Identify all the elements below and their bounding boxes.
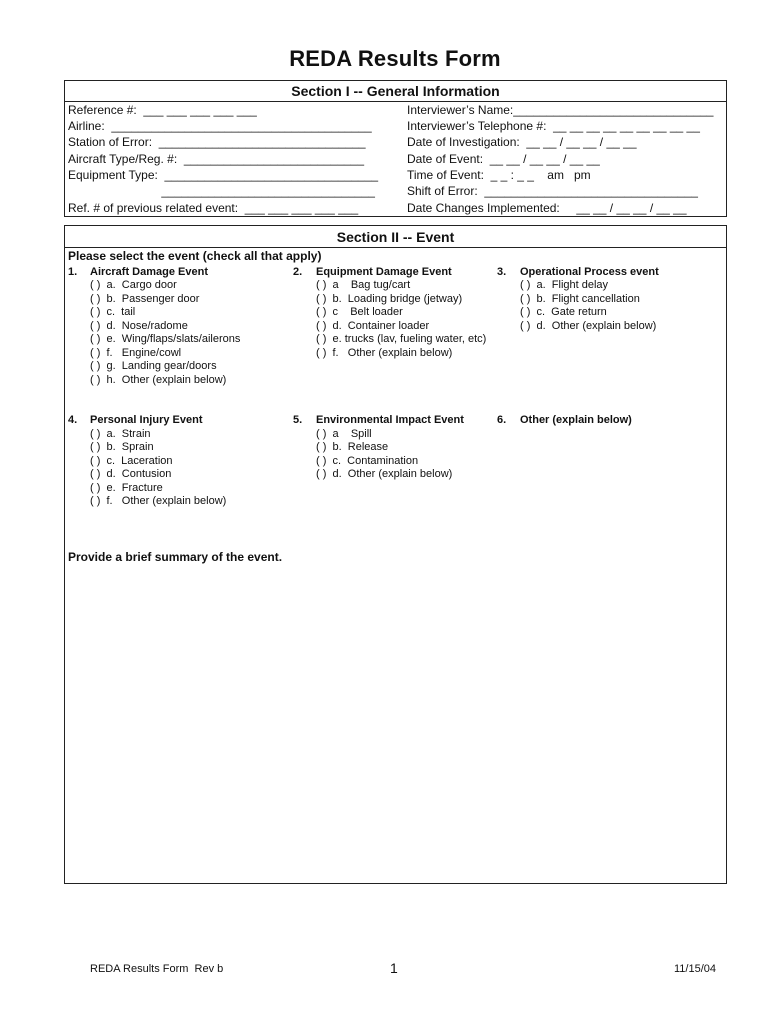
page-number: 1 — [390, 960, 398, 976]
event-instruction: Please select the event (check all that apply) — [68, 249, 322, 263]
footer-date: 11/15/04 — [674, 963, 717, 975]
environmental-impact-option[interactable]: ( ) c. Contamination — [316, 454, 419, 467]
aircraft-damage-option[interactable]: ( ) h. Other (explain below) — [90, 373, 227, 386]
aircraft-damage-heading: Aircraft Damage Event — [90, 266, 208, 278]
operational-process-heading: Operational Process event — [520, 266, 659, 278]
operational-process-option[interactable]: ( ) b. Flight cancellation — [520, 292, 640, 305]
environmental-impact-option[interactable]: ( ) b. Release — [316, 441, 389, 453]
environmental-impact-option[interactable]: ( ) a Spill — [316, 427, 372, 440]
equipment-damage-option[interactable]: ( ) c Belt loader — [316, 306, 403, 318]
environmental-impact-heading: Environmental Impact Event — [316, 414, 464, 426]
interviewer-name-field[interactable]: Interviewer’s Name:______________________________ — [407, 103, 714, 117]
personal-injury-option[interactable]: ( ) d. Contusion — [90, 468, 172, 480]
aircraft-damage-option[interactable]: ( ) e. Wing/flaps/slats/ailerons — [90, 333, 241, 345]
personal-injury-option[interactable]: ( ) f. Other (explain below) — [90, 495, 227, 507]
equipment-damage-heading: Equipment Damage Event — [316, 266, 452, 278]
airline-field[interactable]: Airline: _______________________________________ — [68, 119, 372, 133]
aircraft-type-field[interactable]: Aircraft Type/Reg. #: ___________________________ — [68, 152, 365, 166]
aircraft-damage-option[interactable]: ( ) a. Cargo door — [90, 279, 177, 291]
station-of-error-field[interactable]: Station of Error: _______________________________ — [68, 135, 366, 149]
personal-injury-option[interactable]: ( ) b. Sprain — [90, 441, 154, 453]
group-number: 3. — [497, 266, 507, 278]
equipment-type-field[interactable]: Equipment Type: ________________________________ — [68, 168, 379, 182]
date-of-event-field[interactable]: Date of Event: __ __ / __ __ / __ __ — [407, 152, 600, 166]
aircraft-damage-option[interactable]: ( ) d. Nose/radome — [90, 319, 188, 332]
equipment-damage-option[interactable]: ( ) d. Container loader — [316, 319, 430, 332]
group-number: 6. — [497, 414, 507, 426]
section-1-heading: Section I -- General Information — [65, 81, 726, 102]
date-of-investigation-field[interactable]: Date of Investigation: __ __ / __ __ / __ __ — [407, 135, 637, 149]
date-changes-implemented-field[interactable]: Date Changes Implemented: __ __ / __ __ / __ __ — [407, 201, 687, 215]
personal-injury-option[interactable]: ( ) c. Laceration — [90, 454, 173, 467]
form-title: REDA Results Form — [289, 46, 501, 71]
reference-number-field[interactable]: Reference #: ___ ___ ___ ___ ___ — [68, 103, 257, 117]
equipment-damage-option[interactable]: ( ) a Bag tug/cart — [316, 279, 411, 291]
footer-form-name: REDA Results Form Rev b — [90, 963, 224, 975]
time-of-event-field[interactable]: Time of Event: _ _ : _ _ am pm — [407, 168, 591, 182]
operational-process-option[interactable]: ( ) a. Flight delay — [520, 279, 609, 291]
equipment-damage-option[interactable]: ( ) e. trucks (lav, fueling water, etc) — [316, 333, 487, 345]
operational-process-option[interactable]: ( ) c. Gate return — [520, 306, 607, 318]
aircraft-damage-option[interactable]: ( ) b. Passenger door — [90, 292, 200, 305]
aircraft-damage-option[interactable]: ( ) c. tail — [90, 306, 136, 318]
personal-injury-option[interactable]: ( ) a. Strain — [90, 427, 151, 440]
personal-injury-option[interactable]: ( ) e. Fracture — [90, 481, 163, 494]
operational-process-option[interactable]: ( ) d. Other (explain below) — [520, 319, 657, 332]
equipment-damage-option[interactable]: ( ) b. Loading bridge (jetway) — [316, 292, 463, 305]
summary-prompt: Provide a brief summary of the event. — [68, 550, 283, 564]
equipment-damage-option[interactable]: ( ) f. Other (explain below) — [316, 346, 453, 359]
aircraft-damage-option[interactable]: ( ) g. Landing gear/doors — [90, 360, 217, 372]
aircraft-damage-option[interactable]: ( ) f. Engine/cowl — [90, 346, 182, 359]
shift-of-error-field[interactable]: Shift of Error: ________________________________ — [407, 184, 698, 198]
environmental-impact-option[interactable]: ( ) d. Other (explain below) — [316, 468, 453, 480]
group-number: 4. — [68, 414, 78, 426]
general-information-section — [64, 80, 727, 217]
group-number: 2. — [293, 266, 303, 278]
interviewer-telephone-field[interactable]: Interviewer’s Telephone #: __ __ __ __ __ __ __ __ __ — [407, 119, 700, 133]
equipment-type-field-line2[interactable]: ________________________________ — [68, 184, 375, 198]
personal-injury-heading: Personal Injury Event — [90, 414, 203, 426]
other-event-heading: Other (explain below) — [520, 414, 632, 426]
previous-ref-field[interactable]: Ref. # of previous related event: ___ ___ ___ ___ ___ — [68, 201, 359, 215]
event-section — [64, 225, 727, 884]
section-2-heading: Section II -- Event — [65, 227, 726, 248]
group-number: 1. — [68, 266, 78, 278]
group-number: 5. — [293, 414, 303, 426]
summary-text-area[interactable] — [67, 568, 723, 878]
